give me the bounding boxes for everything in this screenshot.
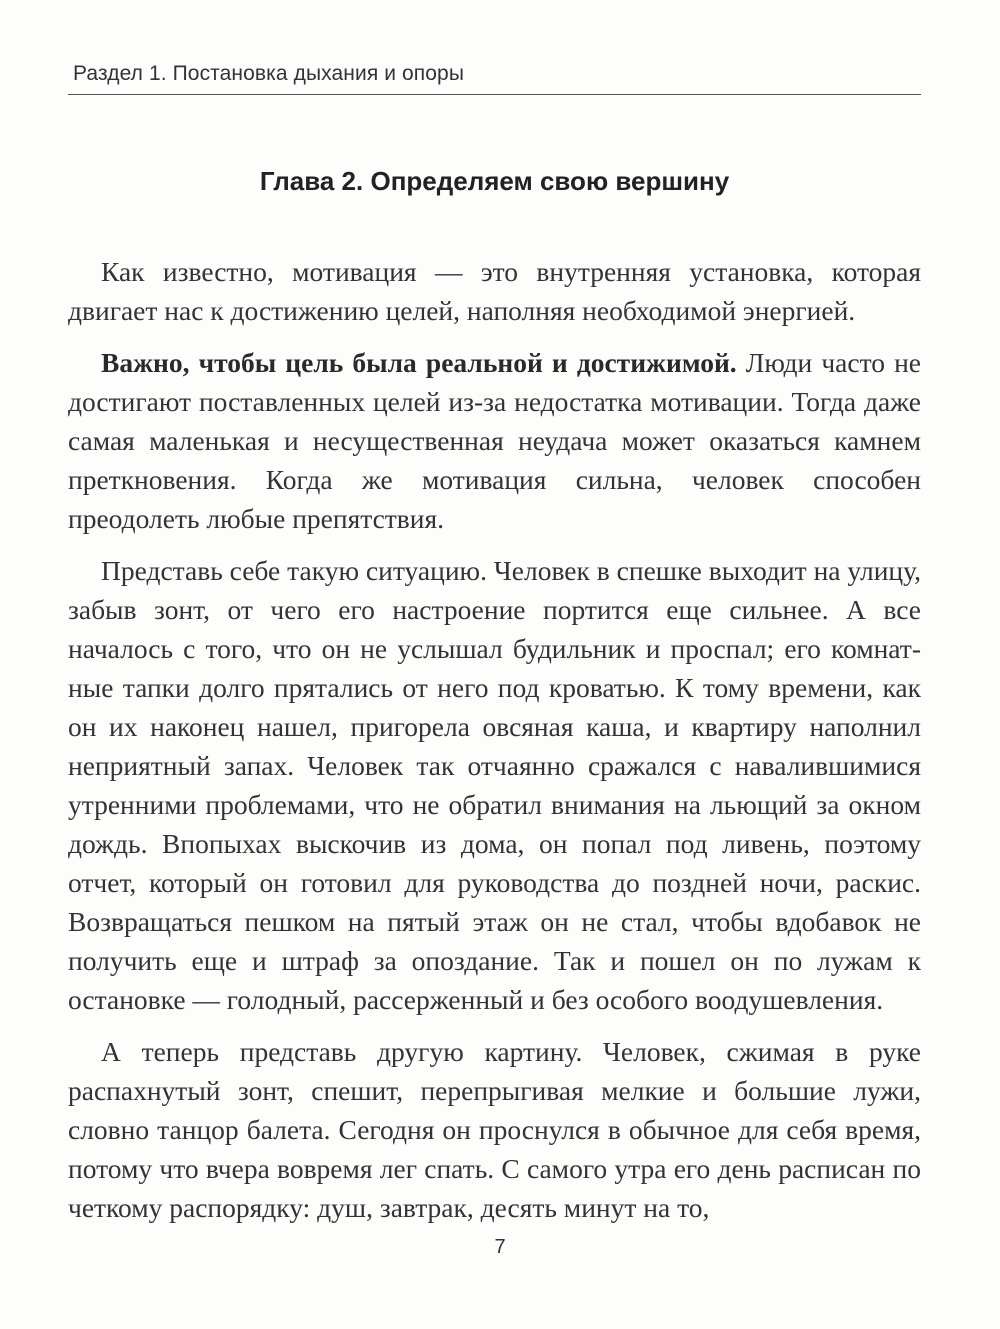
page-number: 7 bbox=[494, 1236, 506, 1258]
running-header: Раздел 1. Постановка дыхания и опоры bbox=[73, 62, 465, 85]
bold-emphasis: Важно, чтобы цель была реальной и достижимой. bbox=[101, 347, 737, 378]
chapter-title: Глава 2. Определяем свою вершину bbox=[259, 166, 730, 196]
paragraph-important-goal bbox=[68, 343, 921, 538]
paragraph-text: Люди часто не достигают поставленных целей из-за недостатка мотивации. Тогда даже самая маленькая и несущественная неудача может оказаться камнем преткновения. Когда же мотивация сильна, человек способен преодолеть любые препятствия. bbox=[68, 347, 922, 534]
paragraph-motivation-definition: Как известно, мотивация — это внутренняя установка, которая двигает нас к достижению целей, наполняя необходимой энергией. bbox=[68, 256, 921, 326]
body-text bbox=[68, 252, 921, 1240]
paragraph-good-morning: А теперь представь другую картину. Человек, сжимая в руке распахнутый зонт, спешит, перепрыгивая мелкие и большие лужи, словно танцор балета. Сегодня он проснулся в обычное для себя время, потому что вчера вовремя лег спать. С самого утра его день расписан по четкому распорядку: душ, завтрак, десять минут на то, bbox=[68, 1036, 921, 1223]
paragraph-bad-morning: Представь себе такую ситуацию. Человек в спешке выходит на улицу, забыв зонт, от чего его настроение портится еще сильнее. А все началось с того, что он не услышал будильник и проспал; его комнатные тапки долго прятались от него под кроватью. К тому времени, как он их наконец нашел, пригорела овсяная каша, и квартиру наполнил неприятный запах. Человек так отчаянно сражался с навалившимися утренними проблемами, что не обратил внимания на льющий за окном дождь. Впопыхах выскочив из дома, он попал под ливень, поэтому отчет, который он готовил для руководства до поздней ночи, раскис. Возвращаться пешком на пятый этаж он не стал, чтобы вдобавок не получить еще и штраф за опоздание. Так и пошел он по лужам к остановке — голодный, рассерженный и без особого воодушевления. bbox=[68, 555, 921, 1015]
header-divider bbox=[68, 94, 921, 95]
